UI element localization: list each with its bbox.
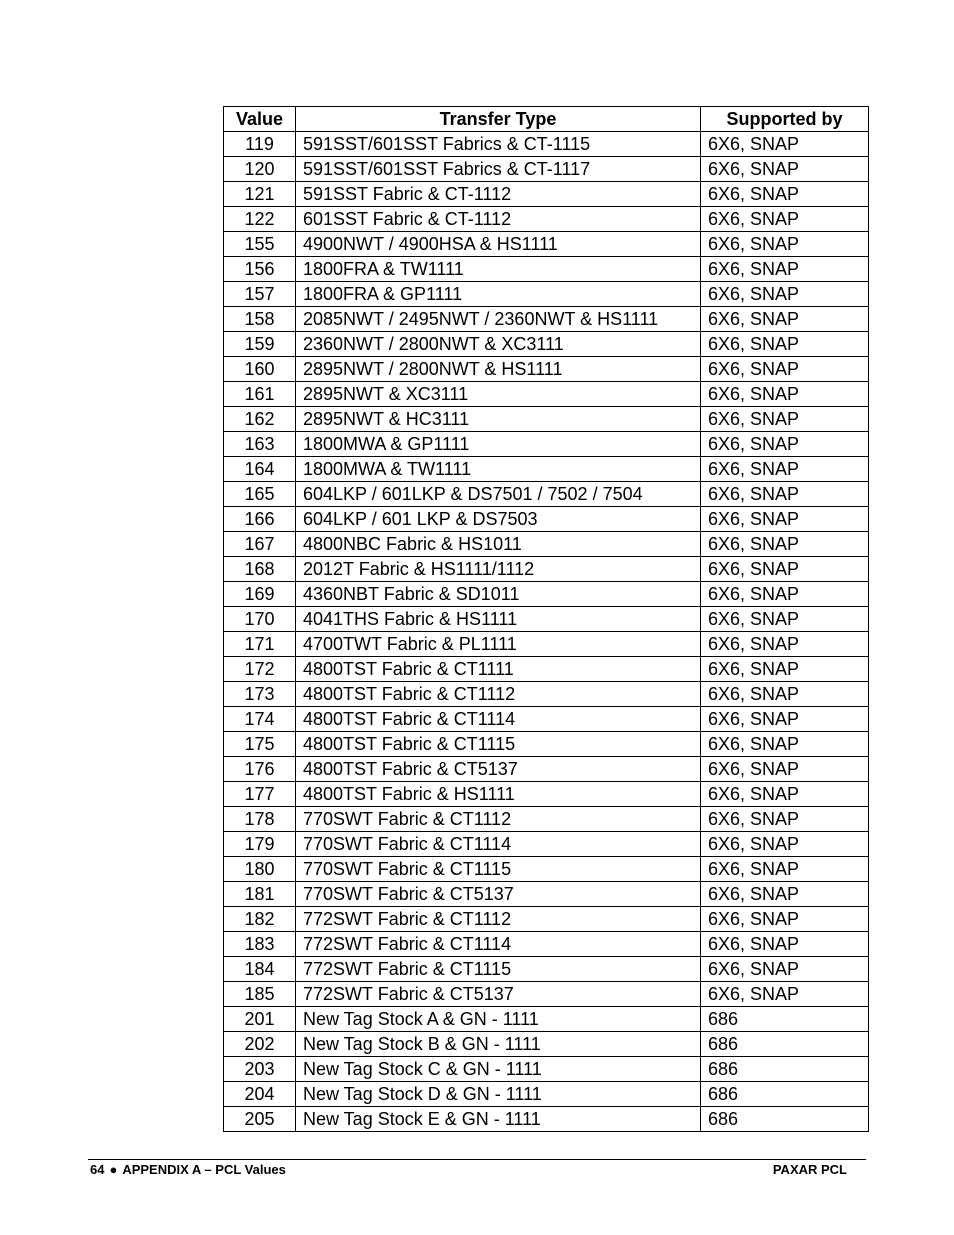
table-row <box>224 632 869 657</box>
cell-supported-by: 6X6, SNAP <box>701 857 869 882</box>
table-row <box>224 1032 869 1057</box>
cell-transfer-type: 1800FRA & GP1111 <box>296 282 701 307</box>
cell-supported-by: 6X6, SNAP <box>701 657 869 682</box>
cell-supported-by: 6X6, SNAP <box>701 207 869 232</box>
table-row <box>224 657 869 682</box>
cell-value: 182 <box>224 907 296 932</box>
cell-supported-by: 6X6, SNAP <box>701 307 869 332</box>
table-row <box>224 682 869 707</box>
cell-supported-by: 6X6, SNAP <box>701 532 869 557</box>
cell-supported-by: 6X6, SNAP <box>701 582 869 607</box>
table-row <box>224 182 869 207</box>
table-row <box>224 1082 869 1107</box>
cell-supported-by: 6X6, SNAP <box>701 632 869 657</box>
cell-supported-by: 6X6, SNAP <box>701 882 869 907</box>
cell-transfer-type: 4800TST Fabric & CT1111 <box>296 657 701 682</box>
pcl-values-table <box>223 106 869 1132</box>
cell-transfer-type: New Tag Stock A & GN - 1111 <box>296 1007 701 1032</box>
cell-value: 158 <box>224 307 296 332</box>
table-row <box>224 432 869 457</box>
table-row <box>224 482 869 507</box>
cell-value: 181 <box>224 882 296 907</box>
cell-transfer-type: 770SWT Fabric & CT5137 <box>296 882 701 907</box>
cell-supported-by: 686 <box>701 1107 869 1132</box>
cell-transfer-type: 1800MWA & GP1111 <box>296 432 701 457</box>
cell-supported-by: 6X6, SNAP <box>701 407 869 432</box>
table-row <box>224 232 869 257</box>
cell-value: 168 <box>224 557 296 582</box>
cell-transfer-type: 2085NWT / 2495NWT / 2360NWT & HS1111 <box>296 307 701 332</box>
cell-value: 178 <box>224 807 296 832</box>
cell-supported-by: 6X6, SNAP <box>701 682 869 707</box>
cell-supported-by: 6X6, SNAP <box>701 957 869 982</box>
section-title: APPENDIX A – PCL Values <box>122 1162 286 1177</box>
cell-transfer-type: 2895NWT / 2800NWT & HS1111 <box>296 357 701 382</box>
cell-supported-by: 6X6, SNAP <box>701 607 869 632</box>
cell-value: 176 <box>224 757 296 782</box>
cell-value: 204 <box>224 1082 296 1107</box>
table-row <box>224 1007 869 1032</box>
cell-value: 183 <box>224 932 296 957</box>
cell-value: 169 <box>224 582 296 607</box>
cell-value: 163 <box>224 432 296 457</box>
cell-value: 174 <box>224 707 296 732</box>
cell-value: 119 <box>224 132 296 157</box>
table-row <box>224 607 869 632</box>
cell-value: 166 <box>224 507 296 532</box>
cell-value: 177 <box>224 782 296 807</box>
cell-supported-by: 6X6, SNAP <box>701 932 869 957</box>
cell-supported-by: 6X6, SNAP <box>701 732 869 757</box>
cell-value: 165 <box>224 482 296 507</box>
table-row <box>224 382 869 407</box>
table-row <box>224 857 869 882</box>
cell-value: 175 <box>224 732 296 757</box>
cell-value: 205 <box>224 1107 296 1132</box>
cell-transfer-type: 772SWT Fabric & CT1114 <box>296 932 701 957</box>
cell-transfer-type: 2895NWT & XC3111 <box>296 382 701 407</box>
cell-value: 162 <box>224 407 296 432</box>
table-row <box>224 507 869 532</box>
cell-value: 122 <box>224 207 296 232</box>
cell-value: 164 <box>224 457 296 482</box>
cell-transfer-type: 591SST/601SST Fabrics & CT-1115 <box>296 132 701 157</box>
cell-supported-by: 6X6, SNAP <box>701 807 869 832</box>
table-row <box>224 807 869 832</box>
cell-value: 161 <box>224 382 296 407</box>
cell-supported-by: 6X6, SNAP <box>701 432 869 457</box>
cell-supported-by: 6X6, SNAP <box>701 707 869 732</box>
cell-value: 202 <box>224 1032 296 1057</box>
table-row <box>224 1107 869 1132</box>
cell-transfer-type: 4800TST Fabric & CT1115 <box>296 732 701 757</box>
bullet-icon: ● <box>109 1162 118 1177</box>
table-row <box>224 532 869 557</box>
table-row <box>224 207 869 232</box>
cell-supported-by: 6X6, SNAP <box>701 982 869 1007</box>
cell-transfer-type: 1800MWA & TW1111 <box>296 457 701 482</box>
cell-value: 180 <box>224 857 296 882</box>
table-row <box>224 732 869 757</box>
cell-transfer-type: 601SST Fabric & CT-1112 <box>296 207 701 232</box>
cell-supported-by: 6X6, SNAP <box>701 557 869 582</box>
cell-value: 203 <box>224 1057 296 1082</box>
cell-transfer-type: 4360NBT Fabric & SD1011 <box>296 582 701 607</box>
header-supported-by: Supported by <box>701 107 869 132</box>
cell-value: 201 <box>224 1007 296 1032</box>
cell-transfer-type: New Tag Stock C & GN - 1111 <box>296 1057 701 1082</box>
cell-supported-by: 6X6, SNAP <box>701 482 869 507</box>
table-row <box>224 332 869 357</box>
cell-transfer-type: 4800TST Fabric & CT1114 <box>296 707 701 732</box>
cell-transfer-type: 2360NWT / 2800NWT & XC3111 <box>296 332 701 357</box>
cell-supported-by: 6X6, SNAP <box>701 507 869 532</box>
table-row <box>224 357 869 382</box>
cell-transfer-type: 772SWT Fabric & CT1112 <box>296 907 701 932</box>
table-row <box>224 707 869 732</box>
cell-supported-by: 6X6, SNAP <box>701 382 869 407</box>
cell-value: 179 <box>224 832 296 857</box>
cell-value: 173 <box>224 682 296 707</box>
cell-transfer-type: 770SWT Fabric & CT1112 <box>296 807 701 832</box>
cell-supported-by: 6X6, SNAP <box>701 157 869 182</box>
cell-value: 159 <box>224 332 296 357</box>
table-row <box>224 907 869 932</box>
table-row <box>224 457 869 482</box>
cell-transfer-type: 4900NWT / 4900HSA & HS1111 <box>296 232 701 257</box>
cell-transfer-type: 604LKP / 601 LKP & DS7503 <box>296 507 701 532</box>
cell-transfer-type: 4800TST Fabric & CT1112 <box>296 682 701 707</box>
table-header-row <box>224 107 869 132</box>
page-number: 64 <box>90 1162 105 1177</box>
cell-value: 171 <box>224 632 296 657</box>
table-row <box>224 282 869 307</box>
cell-value: 172 <box>224 657 296 682</box>
cell-value: 170 <box>224 607 296 632</box>
cell-supported-by: 6X6, SNAP <box>701 182 869 207</box>
cell-transfer-type: New Tag Stock E & GN - 1111 <box>296 1107 701 1132</box>
cell-transfer-type: 4700TWT Fabric & PL1111 <box>296 632 701 657</box>
table-row <box>224 157 869 182</box>
cell-supported-by: 6X6, SNAP <box>701 757 869 782</box>
cell-transfer-type: 770SWT Fabric & CT1115 <box>296 857 701 882</box>
cell-transfer-type: 772SWT Fabric & CT5137 <box>296 982 701 1007</box>
cell-supported-by: 6X6, SNAP <box>701 257 869 282</box>
cell-value: 157 <box>224 282 296 307</box>
header-transfer-type: Transfer Type <box>296 107 701 132</box>
cell-transfer-type: 2012T Fabric & HS1111/1112 <box>296 557 701 582</box>
cell-value: 167 <box>224 532 296 557</box>
cell-supported-by: 6X6, SNAP <box>701 332 869 357</box>
table-row <box>224 407 869 432</box>
table-row <box>224 132 869 157</box>
cell-transfer-type: 2895NWT & HC3111 <box>296 407 701 432</box>
table-row <box>224 1057 869 1082</box>
cell-value: 121 <box>224 182 296 207</box>
cell-transfer-type: 591SST/601SST Fabrics & CT-1117 <box>296 157 701 182</box>
cell-supported-by: 686 <box>701 1007 869 1032</box>
cell-supported-by: 6X6, SNAP <box>701 782 869 807</box>
cell-value: 184 <box>224 957 296 982</box>
cell-supported-by: 6X6, SNAP <box>701 232 869 257</box>
table-row <box>224 582 869 607</box>
cell-transfer-type: New Tag Stock D & GN - 1111 <box>296 1082 701 1107</box>
cell-transfer-type: New Tag Stock B & GN - 1111 <box>296 1032 701 1057</box>
footer-left <box>90 1162 286 1177</box>
cell-transfer-type: 1800FRA & TW1111 <box>296 257 701 282</box>
table-row <box>224 757 869 782</box>
table-row <box>224 257 869 282</box>
cell-transfer-type: 4800TST Fabric & CT5137 <box>296 757 701 782</box>
table-row <box>224 782 869 807</box>
table-row <box>224 982 869 1007</box>
cell-value: 185 <box>224 982 296 1007</box>
cell-transfer-type: 4800NBC Fabric & HS1011 <box>296 532 701 557</box>
cell-transfer-type: 604LKP / 601LKP & DS7501 / 7502 / 7504 <box>296 482 701 507</box>
cell-transfer-type: 591SST Fabric & CT-1112 <box>296 182 701 207</box>
product-name: PAXAR PCL <box>772 1162 847 1177</box>
cell-value: 160 <box>224 357 296 382</box>
table-row <box>224 882 869 907</box>
cell-transfer-type: 772SWT Fabric & CT1115 <box>296 957 701 982</box>
cell-value: 120 <box>224 157 296 182</box>
cell-transfer-type: 4800TST Fabric & HS1111 <box>296 782 701 807</box>
cell-supported-by: 6X6, SNAP <box>701 907 869 932</box>
cell-supported-by: 686 <box>701 1082 869 1107</box>
footer-divider <box>88 1159 866 1160</box>
cell-supported-by: 6X6, SNAP <box>701 357 869 382</box>
table-row <box>224 307 869 332</box>
table-row <box>224 832 869 857</box>
cell-transfer-type: 770SWT Fabric & CT1114 <box>296 832 701 857</box>
table-row <box>224 932 869 957</box>
table-row <box>224 957 869 982</box>
table-row <box>224 557 869 582</box>
cell-supported-by: 6X6, SNAP <box>701 832 869 857</box>
cell-supported-by: 686 <box>701 1057 869 1082</box>
cell-supported-by: 6X6, SNAP <box>701 282 869 307</box>
cell-transfer-type: 4041THS Fabric & HS1111 <box>296 607 701 632</box>
header-value: Value <box>224 107 296 132</box>
cell-value: 156 <box>224 257 296 282</box>
cell-supported-by: 686 <box>701 1032 869 1057</box>
cell-supported-by: 6X6, SNAP <box>701 132 869 157</box>
cell-value: 155 <box>224 232 296 257</box>
table-body <box>224 132 869 1132</box>
cell-supported-by: 6X6, SNAP <box>701 457 869 482</box>
